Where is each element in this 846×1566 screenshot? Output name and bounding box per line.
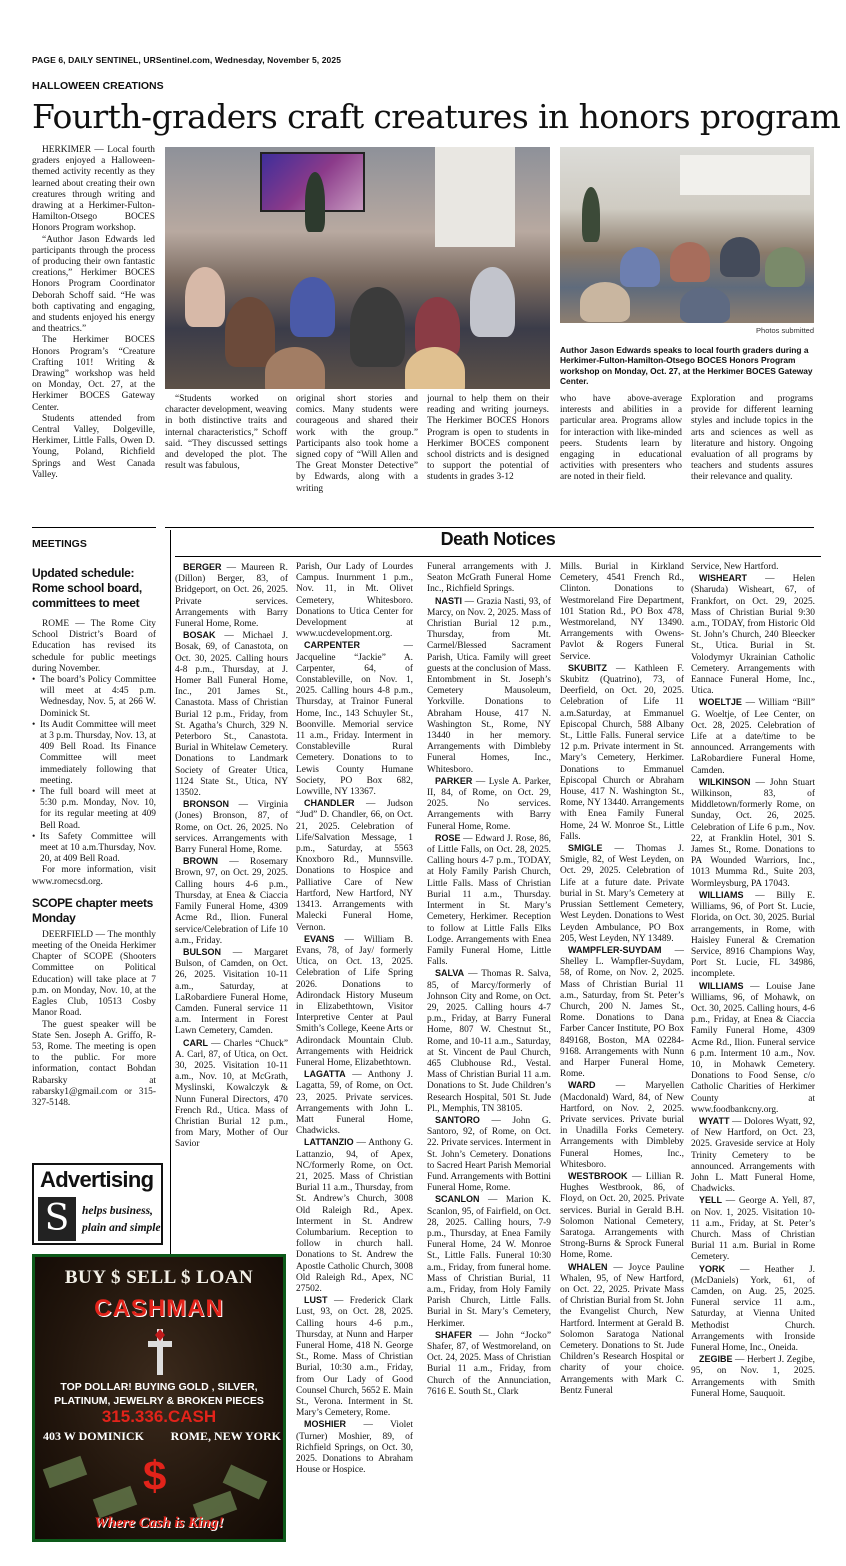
- death-notice-text: — Judson “Jud” D. Chandler, 66, on Oct. 21, 2025. Celebration of Life/Salvation Message, 1 p.m., Saturday, at 5563 Knoxboro Rd., Munnsville. Donations to Hospice and Palliative Care of New Hartford, New Hartford, NY 13413. Arrangements with Malecki Funeral Home, Vernon.: [296, 799, 413, 933]
- death-notice-surname: LUST: [304, 1295, 328, 1306]
- death-notice-text: — Herbert J. Zegibe, 95, on Nov. 1, 2025. Arrangements with Smith Funeral Home, Sauquoit.: [691, 1355, 815, 1399]
- death-notice: [691, 697, 815, 776]
- divider: [175, 556, 821, 557]
- death-notice: [691, 1354, 815, 1400]
- death-notices-column-5: [691, 562, 815, 1544]
- death-notice: [427, 1330, 551, 1398]
- ad-offer-line-1: TOP DOLLAR! BUYING GOLD , SILVER,: [60, 1381, 258, 1393]
- death-notice-surname: LAGATTA: [304, 1069, 346, 1080]
- death-notice: [691, 1264, 815, 1355]
- death-notice-text: — Louise Jane Williams, 96, of Mohawk, on Oct. 30, 2025. Calling hours, 4-6 p.m., Friday, at Enea & Ciaccia Family Funeral Home, 4309 Acme Rd., Ilion. Funeral service 6 p.m. Interment 10 a.m., Nov. 10, in Mohawk Cemetery. Donations to Food Sense, c/o Catholic Charities of Herkimer County at www.foodbankcny.org.: [691, 981, 815, 1115]
- ad-tagline-2: plain and simple: [82, 1222, 161, 1234]
- death-notice-surname: BERGER: [183, 562, 222, 572]
- photo-credit: Photos submitted: [756, 326, 814, 335]
- death-notice-text: — Edward J. Rose, 86, of Little Falls, on Oct. 28, 2025. Calling hours 4-7 p.m., TODAY, at Holy Family Parish Church, Little Falls. Mass of Christian Burial 11 a.m., Thursday. Interment in St. Mary’s Cemetery, Herkimer. Reception to follow at Little Falls Elks Lodge. Arrangements with Enea Family Funeral Home, Little Falls.: [427, 833, 551, 968]
- death-notice-surname: SKUBITZ: [568, 662, 607, 673]
- death-notice-text: — John Stuart Wilkinson, 83, of Middletown/formerly Rome, on Sunday, Oct. 26, 2025. Celebration of Life 6 p.m., Nov. 22, at Franklin Hotel, 301 S. James St., Rome. Donations to PA Wounded Warriors, Inc., 1013 Mumma Rd., Suite 203, Wormleysburg, PA 17043.: [691, 777, 815, 889]
- death-notice-surname: EVANS: [304, 933, 335, 944]
- death-notice: [691, 573, 815, 697]
- death-notice-surname: WOELTJE: [699, 697, 742, 708]
- death-notice-text: — Maureen R. (Dillon) Berger, 83, of Bridgeport, on Oct. 26, 2025. Private services. Arrangements with Barry Funeral Home, Rome.: [175, 563, 288, 630]
- death-notice-surname: CARL: [183, 1037, 208, 1048]
- death-notice-text: — Thomas R. Salva, 85, of Marcy/formerly of Johnson City and Rome, on Oct. 29, 2025. Calling hours 4-7 p.m., Friday, at Barry Funeral Home, 807 W. Chestnut St., Rome, and 10-11 a.m., Saturday, at St. Vincent de Paul Church, 465 Clubhouse Rd., Vestal. Mass of Christian Burial 11 a.m. Donations to St. Jude Children’s Research Hospital, 501 St. Jude Pl., Memphis, TN 38105.: [427, 969, 551, 1114]
- death-notice: [175, 1038, 288, 1151]
- death-notice-surname: BOSAK: [183, 630, 216, 641]
- story-paragraph: Students attended from Central Valley, Dolgeville, Herkimer, Little Falls, Owen D. Young, Poland, Richfield Springs and West Canada Valley.: [32, 413, 155, 480]
- ad-phone[interactable]: 315.336.CASH: [101, 1407, 217, 1426]
- death-notice-surname: CARPENTER: [304, 640, 361, 651]
- death-notice: [296, 1137, 413, 1295]
- death-notice-text: — Frederick Clark Lust, 93, on Oct. 28, 2025. Calling hours 4-6 p.m., Thursday, at Nunn and Harper Funeral Home, 418 N. George St., Rome. Mass of Christian Burial, 10:30 a.m., Friday, from Our Lady of Good Counsel Church, 5652 E. Main St., Verona. Interment in St. Mary’s Cemetery, Rome.: [296, 1296, 413, 1419]
- meeting-body: [32, 619, 156, 888]
- death-notice: [296, 1419, 413, 1476]
- death-notice: [427, 968, 551, 1115]
- death-notices-column-3: [427, 562, 551, 1544]
- death-notice: [296, 934, 413, 1069]
- ad-brand: CASHMAN: [94, 1295, 224, 1322]
- dollar-icon: $: [143, 1452, 167, 1499]
- story-paragraph: The Herkimer BOCES Honors Program’s “Creature Crafting 101! Writing & Drawing” workshop was held on Monday, Oct. 27, at the Herkimer BOCES Gateway Center.: [32, 335, 155, 413]
- photo-caption: Author Jason Edwards speaks to local fourth graders during a Herkimer-Fulton-Hamilton-Otsego BOCES Honors Program workshop on Monday, Oct. 27, at the Herkimer BOCES Gateway Center.: [560, 345, 813, 386]
- workshop-photo-secondary: [560, 147, 814, 323]
- death-notice-surname: WYATT: [699, 1115, 730, 1126]
- meeting-bullet: • The full board will meet at 5:30 p.m. Monday, Nov. 10, for its regular meeting at 409 Bell Road.: [32, 787, 156, 832]
- story-paragraph: who have above-average interests and abilities in a particular area. Programs allow for interaction with like-minded peers. Students learn by engaging in educational activities with presenters who are noted in their field.: [560, 394, 682, 483]
- story-column-1: [32, 145, 155, 527]
- meetings-column: [32, 566, 156, 1109]
- meeting-paragraph: ROME — The Rome City School District’s Board of Education has revised its schedule for public meetings during November.: [32, 619, 156, 674]
- divider: [32, 527, 156, 528]
- death-notice-text: — Margaret Bulson, of Camden, on Oct. 26, 2025. Visitation 10-11 a.m., Saturday, at LaRobardiere Funeral Home, Camden. Funeral service 11 a.m. Interment in Forest Lawn Cemetery, Camden.: [175, 947, 288, 1037]
- death-notice-text: — John G. Santoro, 92, of Rome, on Oct. 22. Private services. Interment in St. John’s Cemetery. Donations to Sacred Heart Parish Memorial Fund. Arrangements with Bottini Funeral Home, Rome.: [427, 1115, 551, 1194]
- death-notice: [691, 981, 815, 1116]
- meeting-bullet: • The board’s Policy Committee will meet at 4:45 p.m. Wednesday, Nov. 5, at 266 W. Dominick St.: [32, 675, 156, 720]
- death-notice-surname: SALVA: [435, 968, 465, 979]
- death-notice-text: — Lysle A. Parker, II, 84, of Rome, on Oct. 29, 2025. No services. Arrangements with Barry Funeral Home, Rome.: [427, 776, 551, 832]
- death-notice: [296, 798, 413, 933]
- death-notice-text: — Anthony G. Lattanzio, 94, of Apex, NC/formerly Rome, on Oct. 21, 2025. Mass of Christian Burial 11 a.m., Thursday, from St. Andrew’s Church, 3008 Old Raleigh Rd., Apex. Interment in St. Andrew Columbarium. Reception to follow in church hall. Donations to St. Andrew the Apostle Catholic Church, 3008 Old Raleigh Rd., Apex, NC 27502.: [296, 1138, 413, 1294]
- ad-buy-sell-loan: BUY $ SELL $ LOAN: [64, 1267, 254, 1288]
- ad-tagline: [82, 1203, 161, 1237]
- story-paragraph: “Author Jason Edwards led participants through the process of producing their own fantastic creations,” Herkimer BOCES Honors Program Coordinator Deborah Schoff said. “He was both captivating and engaging, and students enjoyed his energy and theatrics.”: [32, 234, 155, 335]
- death-notice-text: — Joyce Pauline Whalen, 95, of New Hartford, on Oct. 22, 2025. Private Mass of Christian Burial from St. John the Evangelist Church, New Hartford. Interment at Gerald B. Solomon Saratoga National Cemetery. Donations to St. Jude Children’s Research Hospital or charity of your choice. Arrangements with Mark C. Bentz Funeral: [560, 1262, 684, 1396]
- death-notice-surname: BROWN: [183, 856, 218, 867]
- section-label: HALLOWEEN CREATIONS: [32, 80, 164, 92]
- death-notice: [427, 776, 551, 833]
- death-notice: [560, 843, 684, 945]
- death-notice-text: — Michael J. Bosak, 69, of Canastota, on Oct. 30, 2025. Calling hours 4-8 p.m., Thursday, at J. Homer Ball Funeral Home, Inc., 201 James St., Canastota. Mass of Christian Burial 12 p.m., Friday, from St. Agatha’s Church, 329 N. Peterboro St., Canastota. Burial in Whitelaw Cemetery. Donations to Landmark Society of Greater Utica, 1124 State St., Utica, NY 13502.: [175, 631, 288, 799]
- death-notice-surname: WESTBROOK: [568, 1170, 628, 1181]
- death-notice: [560, 1262, 684, 1397]
- death-notice: [560, 663, 684, 843]
- death-notice: [427, 596, 551, 776]
- death-notice: [296, 1069, 413, 1137]
- death-notice: [691, 1195, 815, 1263]
- death-notice-text: — Anthony J. Lagatta, 59, of Rome, on Oct. 23, 2025. Private services. Arrangements with John L. Matt Funeral Home, Chadwicks.: [296, 1070, 413, 1137]
- death-notice: [691, 1116, 815, 1195]
- death-notice-surname: SHAFER: [435, 1329, 473, 1340]
- death-notice: [427, 562, 551, 596]
- headline: Fourth-graders craft creatures in honors program: [32, 97, 841, 136]
- death-notice: [691, 562, 815, 573]
- death-notice: [175, 856, 288, 947]
- death-notice-surname: WHALEN: [568, 1261, 608, 1272]
- death-notice: [427, 833, 551, 968]
- meeting-body: [32, 930, 156, 1109]
- death-notice-text: Mills. Burial in Kirkland Cemetery, 4541 French Rd., Clinton. Donations to Westmoreland Fire Department, 101 Station Rd., PO Box 478, Westmoreland, NY 13490. Arrangements with Owens-Pavlot & Rogers Funeral Service.: [560, 562, 684, 662]
- death-notice-text: — Heather J. (McDaniels) York, 61, of Camden, on Aug. 25, 2025. Funeral service 11 a.m., Saturday, at Vienna United Methodist Church. Arrangements with Ironside Funeral Home, Inc., Oneida.: [691, 1264, 815, 1354]
- death-notice-surname: SMIGLE: [568, 843, 603, 854]
- story-paragraph: HERKIMER — Local fourth graders enjoyed a Halloween-themed activity recently as they learned about creating their own creatures through writing and drawing at a Herkimer-Fulton-Hamilton-Otsego BOCES Honors Program workshop.: [32, 145, 155, 234]
- death-notice-surname: SCANLON: [435, 1194, 480, 1205]
- death-notice-text: — William “Bill” G. Woeltje, of Lee Center, on Oct. 28, 2025. Celebration of Life at a date/time to be announced. Arrangements with LaRobardiere Funeral Home, Camden.: [691, 698, 815, 776]
- death-notice: [175, 947, 288, 1038]
- death-notice-text: — Marion K. Scanlon, 95, of Fairfield, on Oct. 28, 2025. Calling hours, 7-9 p.m., Thursday, at Enea Family Funeral Home, 24 W. Monroe St., Little Falls. Funeral 10:30 a.m., Friday, from funeral home. Mass of Christian Burial, 11 a.m., Friday, from Holy Family Parish Church, Little Falls. Burial in St. Mary’s Cemetery, Herkimer.: [427, 1195, 551, 1329]
- story-paragraph: journal to help them on their reading and writing journeys. The Herkimer BOCES Honors Program is open to students in Herkimer BOCES component school districts and is designed to support the potential of students in grades 3-12: [427, 394, 549, 483]
- death-notice-text: — Maryellen (Macdonald) Ward, 84, of New Hartford, on Nov. 2, 2025. Private services. Private burial in Unadilla Forks Cemetery. Arrangements with Dimbleby Funeral Homes, Inc., Whitesboro.: [560, 1081, 684, 1170]
- cross-icon: [145, 1327, 175, 1377]
- death-notice-text: — John “Jocko” Shafer, 87, of Westmoreland, on Oct. 24, 2025. Mass of Christian Burial 11 a.m., Friday, from Church of the Annunciation, 7616 E. South St., Clark: [427, 1330, 551, 1397]
- death-notice-surname: WILLIAMS: [699, 980, 744, 991]
- death-notice-surname: WISHEART: [699, 573, 747, 584]
- death-notice-text: — Dolores Wyatt, 92, of New Hartford, on Oct. 23, 2025. Graveside service at Holy Trinity Cemetery to be announced. Arrangements with John L. Matt Funeral Home, Chadwicks.: [691, 1116, 815, 1195]
- workshop-photo-main: [165, 147, 550, 389]
- money-decoration: [93, 1486, 137, 1518]
- divider: [165, 527, 814, 528]
- meeting-bullet: • Its Audit Committee will meet at 3 p.m. Thursday, Nov. 13, at 409 Bell Road. Its Finance Committee will meet immediately following that meeting.: [32, 720, 156, 787]
- death-notice-surname: NASTI: [435, 595, 462, 606]
- death-notice: [175, 799, 288, 856]
- death-notice-surname: WILLIAMS: [699, 889, 744, 900]
- death-notice-surname: WAMPFLER-SUYDAM: [568, 944, 662, 955]
- death-notice-text: — Kathleen F. Skubitz (Quatrino), 73, of Deerfield, on Oct. 20, 2025. Celebration of Life 11 a.m.Saturday, at Emmanuel Episcopal Church, 588 Albany St., Little Falls. Funeral service 12 p.m. Private interment in St. Mary’s Cemetery, Herkimer. Donations to Emmanuel Episcopal Church or Abraham House, 417 N. Washington St., Rome, NY 13440. Arrangements with Enea Family Funeral Home, 24 W. Monroe St., Little Falls.: [560, 663, 684, 842]
- death-notice: [427, 1115, 551, 1194]
- death-notice-surname: CHANDLER: [304, 798, 355, 809]
- death-notice-text: — Violet (Turner) Moshier, 89, of Richfield Springs, on Oct. 30, 2025. Donations to Abraham House or Hospice.: [296, 1420, 413, 1476]
- meeting-headline: SCOPE chapter meets Monday: [32, 895, 154, 925]
- death-notice-surname: YORK: [699, 1263, 726, 1274]
- death-notice-surname: SANTORO: [435, 1114, 480, 1125]
- story-paragraph: “Students worked on character development, weaving in both distinctive traits and internal characteristics,” Schoff said. “They discussed settings and developed the plot. The result was fabulous,: [165, 394, 287, 472]
- ad-street: 403 W DOMINICK: [43, 1429, 144, 1443]
- death-notice-text: — Jacqueline “Jackie” A. Carpenter, 64, of Constableville, on Nov. 1, 2025. Calling hours 4-8 p.m., Thursday, at Trainor Funeral Home, Inc., 143 Schuyler St., Boonville. Memorial service 11 a.m., Friday. Interment in Constableville Rural Cemetery. Donations to to Lewis County Humane Society, PO Box 682, Lowville, NY 13367.: [296, 641, 413, 798]
- story-column-2: [165, 394, 287, 526]
- ad-tagline-1: helps business,: [82, 1205, 153, 1217]
- death-notice-surname: ROSE: [435, 832, 461, 843]
- page-folio: PAGE 6, DAILY SENTINEL, URSentinel.com, Wednesday, November 5, 2025: [32, 55, 342, 65]
- meeting-paragraph: DEERFIELD — The monthly meeting of the Oneida Herkimer Chapter of SCOPE (Shooters Committee on Political Education) will take place at 7 p.m. on Monday, Nov. 10, at the Eagles Club, 10513 Cosby Manor Road.: [32, 929, 156, 1019]
- death-notice-text: Funeral arrangements with J. Seaton McGrath Funeral Home Inc., Richfield Springs.: [427, 562, 551, 595]
- ad-tagline: Where Cash is King!: [94, 1515, 224, 1531]
- meeting-headline: Updated schedule: Rome school board, committees to meet: [32, 566, 142, 610]
- death-notice: [296, 1295, 413, 1419]
- death-notice-text: Service, New Hartford.: [691, 562, 779, 572]
- ad-offer-line-2: PLATINUM, JEWELRY & BROKEN PIECES: [54, 1395, 264, 1407]
- death-notice: [691, 890, 815, 981]
- death-notice-text: — Helen (Sharuda) Wisheart, 67, of Frankfort, on Oct. 29, 2025. Mass of Christian Burial 9:30 a.m., TODAY, from Historic Old St. John’s Church, 240 Bleecker St., Utica. Burial in St. Volodymyr Ukrainian Catholic Cemetery. Arrangements with Eannace Funeral Home, Inc., Utica.: [691, 574, 815, 697]
- meeting-bullet: • Its Safety Committee will meet at 10 a.m.Thursday, Nov. 20, at 409 Bell Road.: [32, 832, 156, 866]
- death-notice-text: — Shelley L. Wampfler-Suydam, 58, of Rome, on Nov. 2, 2025. Mass of Christian Burial 11 a.m., Saturday, from St. Peter’s Church, 200 N. James St., Rome. Donations to Dana Farber Cancer Institute, PO Box 849168, Boston, MA 02284-9168. Arrangements with Nunn and Harper Funeral Home, Rome.: [560, 945, 684, 1080]
- death-notices-column-1: [175, 562, 288, 1544]
- story-paragraph: original short stories and comics. Many students were courageous and shared their work with the group.” Participants also took home a signed copy of “Will Allen and The Great Monster Detective” by Edwards, along with a writing: [296, 394, 418, 494]
- death-notice-text: — Billy E. Williams, 96, of Port St. Lucie, Florida, on Oct. 30, 2025. Burial arrangements, in Rome, with Haisley Funeral & Cremation Service, 8916 Champions Way, Port St. Lucie, FL 34986, incomplete.: [691, 890, 815, 980]
- death-notice-text: Parish, Our Lady of Lourdes Campus. Inurnment 1 p.m., Nov. 11, in Mt. Olivet Cemetery, Whitesboro. Donations to Utica Center for Development at www.ucdevelopment.org.: [296, 562, 413, 640]
- death-notice: [296, 640, 413, 798]
- death-notice-surname: WARD: [568, 1080, 596, 1091]
- meeting-paragraph: The guest speaker will be State Sen. Joseph A. Griffo, R-53, Rome. The meeting is open to the public. For more information, contact Bohdan Rabarsky at rabarsky1@gmail.com or 315-327-5148.: [32, 1019, 156, 1108]
- death-notice: [175, 630, 288, 799]
- death-notices-column-4: [560, 562, 684, 1544]
- death-notice-surname: ZEGIBE: [699, 1354, 733, 1365]
- death-notice-text: — Charles “Chuck” A. Carl, 87, of Utica, on Oct. 30, 2025. Visitation 10-11 a.m., Nov. 10, at McGrath, Myslinski, Kowalczyk & Nunn Funeral Directors, 470 French Rd., Utica. Mass of Christian Burial 12 p.m., from Mary, Mother of Our Savior: [175, 1038, 288, 1150]
- death-notice-surname: WILKINSON: [699, 776, 751, 787]
- death-notice-surname: PARKER: [435, 775, 473, 786]
- death-notice: [560, 1171, 684, 1262]
- death-notice: [296, 562, 413, 640]
- death-notices-column-2: [296, 562, 413, 1544]
- story-column-4: [427, 394, 549, 526]
- money-decoration: [43, 1456, 87, 1488]
- death-notice-surname: MOSHIER: [304, 1419, 347, 1430]
- death-notice: [560, 562, 684, 663]
- death-notice-text: — Lillian R. Hughes Westbrook, 86, of Floyd, on Oct. 20, 2025. Private services. Burial in Gerald B.H. Solomon National Cemetery, Saratoga. Arrangements with Strong-Burns & Sprock Funeral Home, Rome.: [560, 1171, 684, 1261]
- death-notice-surname: YELL: [699, 1195, 723, 1206]
- story-column-6: [691, 394, 813, 526]
- death-notice: [691, 777, 815, 890]
- death-notice-text: — Grazia Nasti, 93, of Marcy, on Nov. 2, 2025. Mass of Christian Burial 12 p.m., Thursday, from Mt. Carmel/Blessed Sacrament Parish, Utica. Family will greet guests at the conclusion of Mass. Entombment in St. Joseph’s Cemetery Mausoleum, Yorkville. Donations to Abraham House, 417 N. Washington St., Rome, NY 13440 in her memory. Arrangements with Dimbleby Funeral Homes, Inc., Whitesboro.: [427, 596, 551, 775]
- death-notice-surname: BRONSON: [183, 799, 230, 810]
- death-notice-text: — Virginia (Jones) Bronson, 87, of Rome, on Oct. 26, 2025. No services. Arrangements with Barry Funeral Home, Rome.: [175, 800, 288, 856]
- sentinel-logo: S: [38, 1197, 76, 1241]
- death-notices-title: Death Notices: [440, 529, 556, 549]
- death-notice-surname: BULSON: [183, 946, 221, 957]
- death-notice-text: — Rosemary Brown, 97, on Oct. 29, 2025. Calling hours 4-6 p.m., Thursday, at Enea & Ciaccia Family Funeral Home, 4309 Acme Rd., Ilion. Funeral service/Celebration of Life 10 a.m., Friday.: [175, 857, 288, 946]
- death-notice-text: — Thomas J. Smigle, 82, of West Leyden, on Oct. 29, 2025. Celebration of Life at a future date. Private burial in St. Mary’s Cemetery at Prussian Settlement Cemetery, West Leyden. Donations to West Leyden Ambulance, PO Box 205, West Leyden, NY 13489.: [560, 844, 684, 944]
- death-notice-text: — William B. Evans, 78, of Jay/ formerly Utica, on Oct. 13, 2025. Celebration of Life Spring 2026. Donations to Adirondack History Museum in Elizabethtown, Visitor Interpretive Center at Paul Smith’s College, Keene Arts or Adirondack Mountain Club. Arrangements with Heidrick Funeral Home, Elizabethtown.: [296, 934, 413, 1068]
- ad-title: Advertising: [40, 1167, 154, 1192]
- death-notice: [175, 562, 288, 630]
- death-notice-text: — George A. Yell, 87, on Nov. 1, 2025. Visitation 10-11 a.m., Friday, at St. Peter’s Church. Mass of Christian Burial 11 a.m. Burial in Rome Cemetery.: [691, 1196, 815, 1263]
- meeting-paragraph: For more information, visit www.romecsd.org.: [32, 865, 156, 887]
- death-notice: [560, 1080, 684, 1171]
- story-paragraph: Exploration and programs provide for different learning styles and include topics in the arts and sciences as well as literature and history. Ongoing evaluation of all programs by teachers and students assures their relevance and quality.: [691, 394, 813, 483]
- advertising-house-ad[interactable]: [32, 1163, 163, 1245]
- story-column-5: [560, 394, 682, 526]
- death-notice: [560, 945, 684, 1080]
- death-notice: [427, 1194, 551, 1329]
- ad-city: ROME, NEW YORK: [170, 1429, 281, 1443]
- death-notice-surname: LATTANZIO: [304, 1137, 354, 1148]
- story-column-3: [296, 394, 418, 526]
- meetings-label: MEETINGS: [32, 538, 87, 550]
